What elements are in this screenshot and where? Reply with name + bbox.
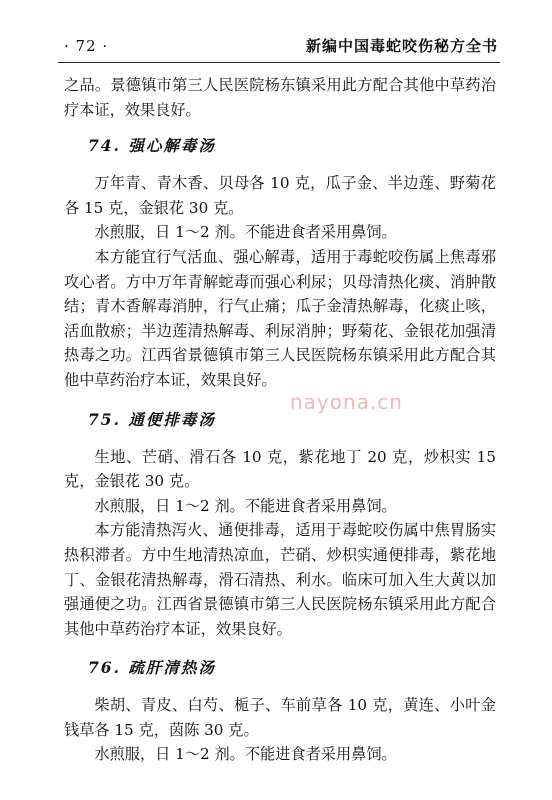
continuation-paragraph: 之品。景德镇市第三人民医院杨东镇采用此方配合其他中草药治疗本证，效果良好。 — [64, 76, 496, 119]
header-rule — [58, 62, 500, 63]
page-number: · 72 · — [64, 37, 109, 55]
recipe-76-title: 76. 疏肝清热汤 — [88, 658, 216, 678]
recipe-75-title: 75. 通便排毒汤 — [88, 409, 216, 429]
recipe-76-ingredients: 柴胡、青皮、白芍、栀子、车前草各 10 克，黄连、小叶金钱草各 15 克，茵陈 30 克。 — [64, 696, 496, 739]
recipe-74-explanation: 本方能宜行气活血、强心解毒，适用于毒蛇咬伤属上焦毒邪攻心者。方中万年青解蛇毒而强心利尿；贝母清热化痰、消肿散结；青木香解毒消肿，行气止痛；瓜子金清热解毒，化痰止咳，活血散瘀；半边莲清热解毒、利尿消肿；野菊花、金银花加强清热毒之功。江西省景德镇市第三人民医院杨东镇采用此方配合其他中草药治疗本证，效果良好。 — [64, 247, 496, 389]
book-title: 新编中国毒蛇咬伤秘方全书 — [305, 37, 498, 55]
recipe-76-usage: 水煎服，日 1～2 剂。不能进食者采用鼻饲。 — [94, 745, 397, 764]
site-watermark: nayona.cn — [290, 390, 403, 414]
page-body — [64, 73, 496, 767]
recipe-75-usage: 水煎服，日 1～2 剂。不能进食者采用鼻饲。 — [94, 496, 397, 515]
recipe-74-ingredients: 万年青、青木香、贝母各 10 克，瓜子金、半边莲、野菊花各 15 克，金银花 30 克。 — [64, 174, 496, 217]
recipe-75-ingredients: 生地、芒硝、滑石各 10 克，紫花地丁 20 克，炒枳实 15 克，金银花 30 克。 — [64, 447, 496, 491]
page-header — [58, 34, 500, 58]
recipe-74-title: 74. 强心解毒汤 — [88, 136, 216, 156]
recipe-75-explanation: 本方能清热泻火、通便排毒，适用于毒蛇咬伤属中焦胃肠实热积滞者。方中生地清热凉血，芒硝、炒枳实通便排毒，紫花地丁、金银花清热解毒，滑石清热、利水。临床可加入生大黄以加强通便之功。江西省景德镇市第三人民医院杨东镇采用此方配合其他中草药治疗本证，效果良好。 — [64, 521, 496, 638]
recipe-74-usage: 水煎服，日 1～2 剂。不能进食者采用鼻饲。 — [94, 223, 397, 242]
